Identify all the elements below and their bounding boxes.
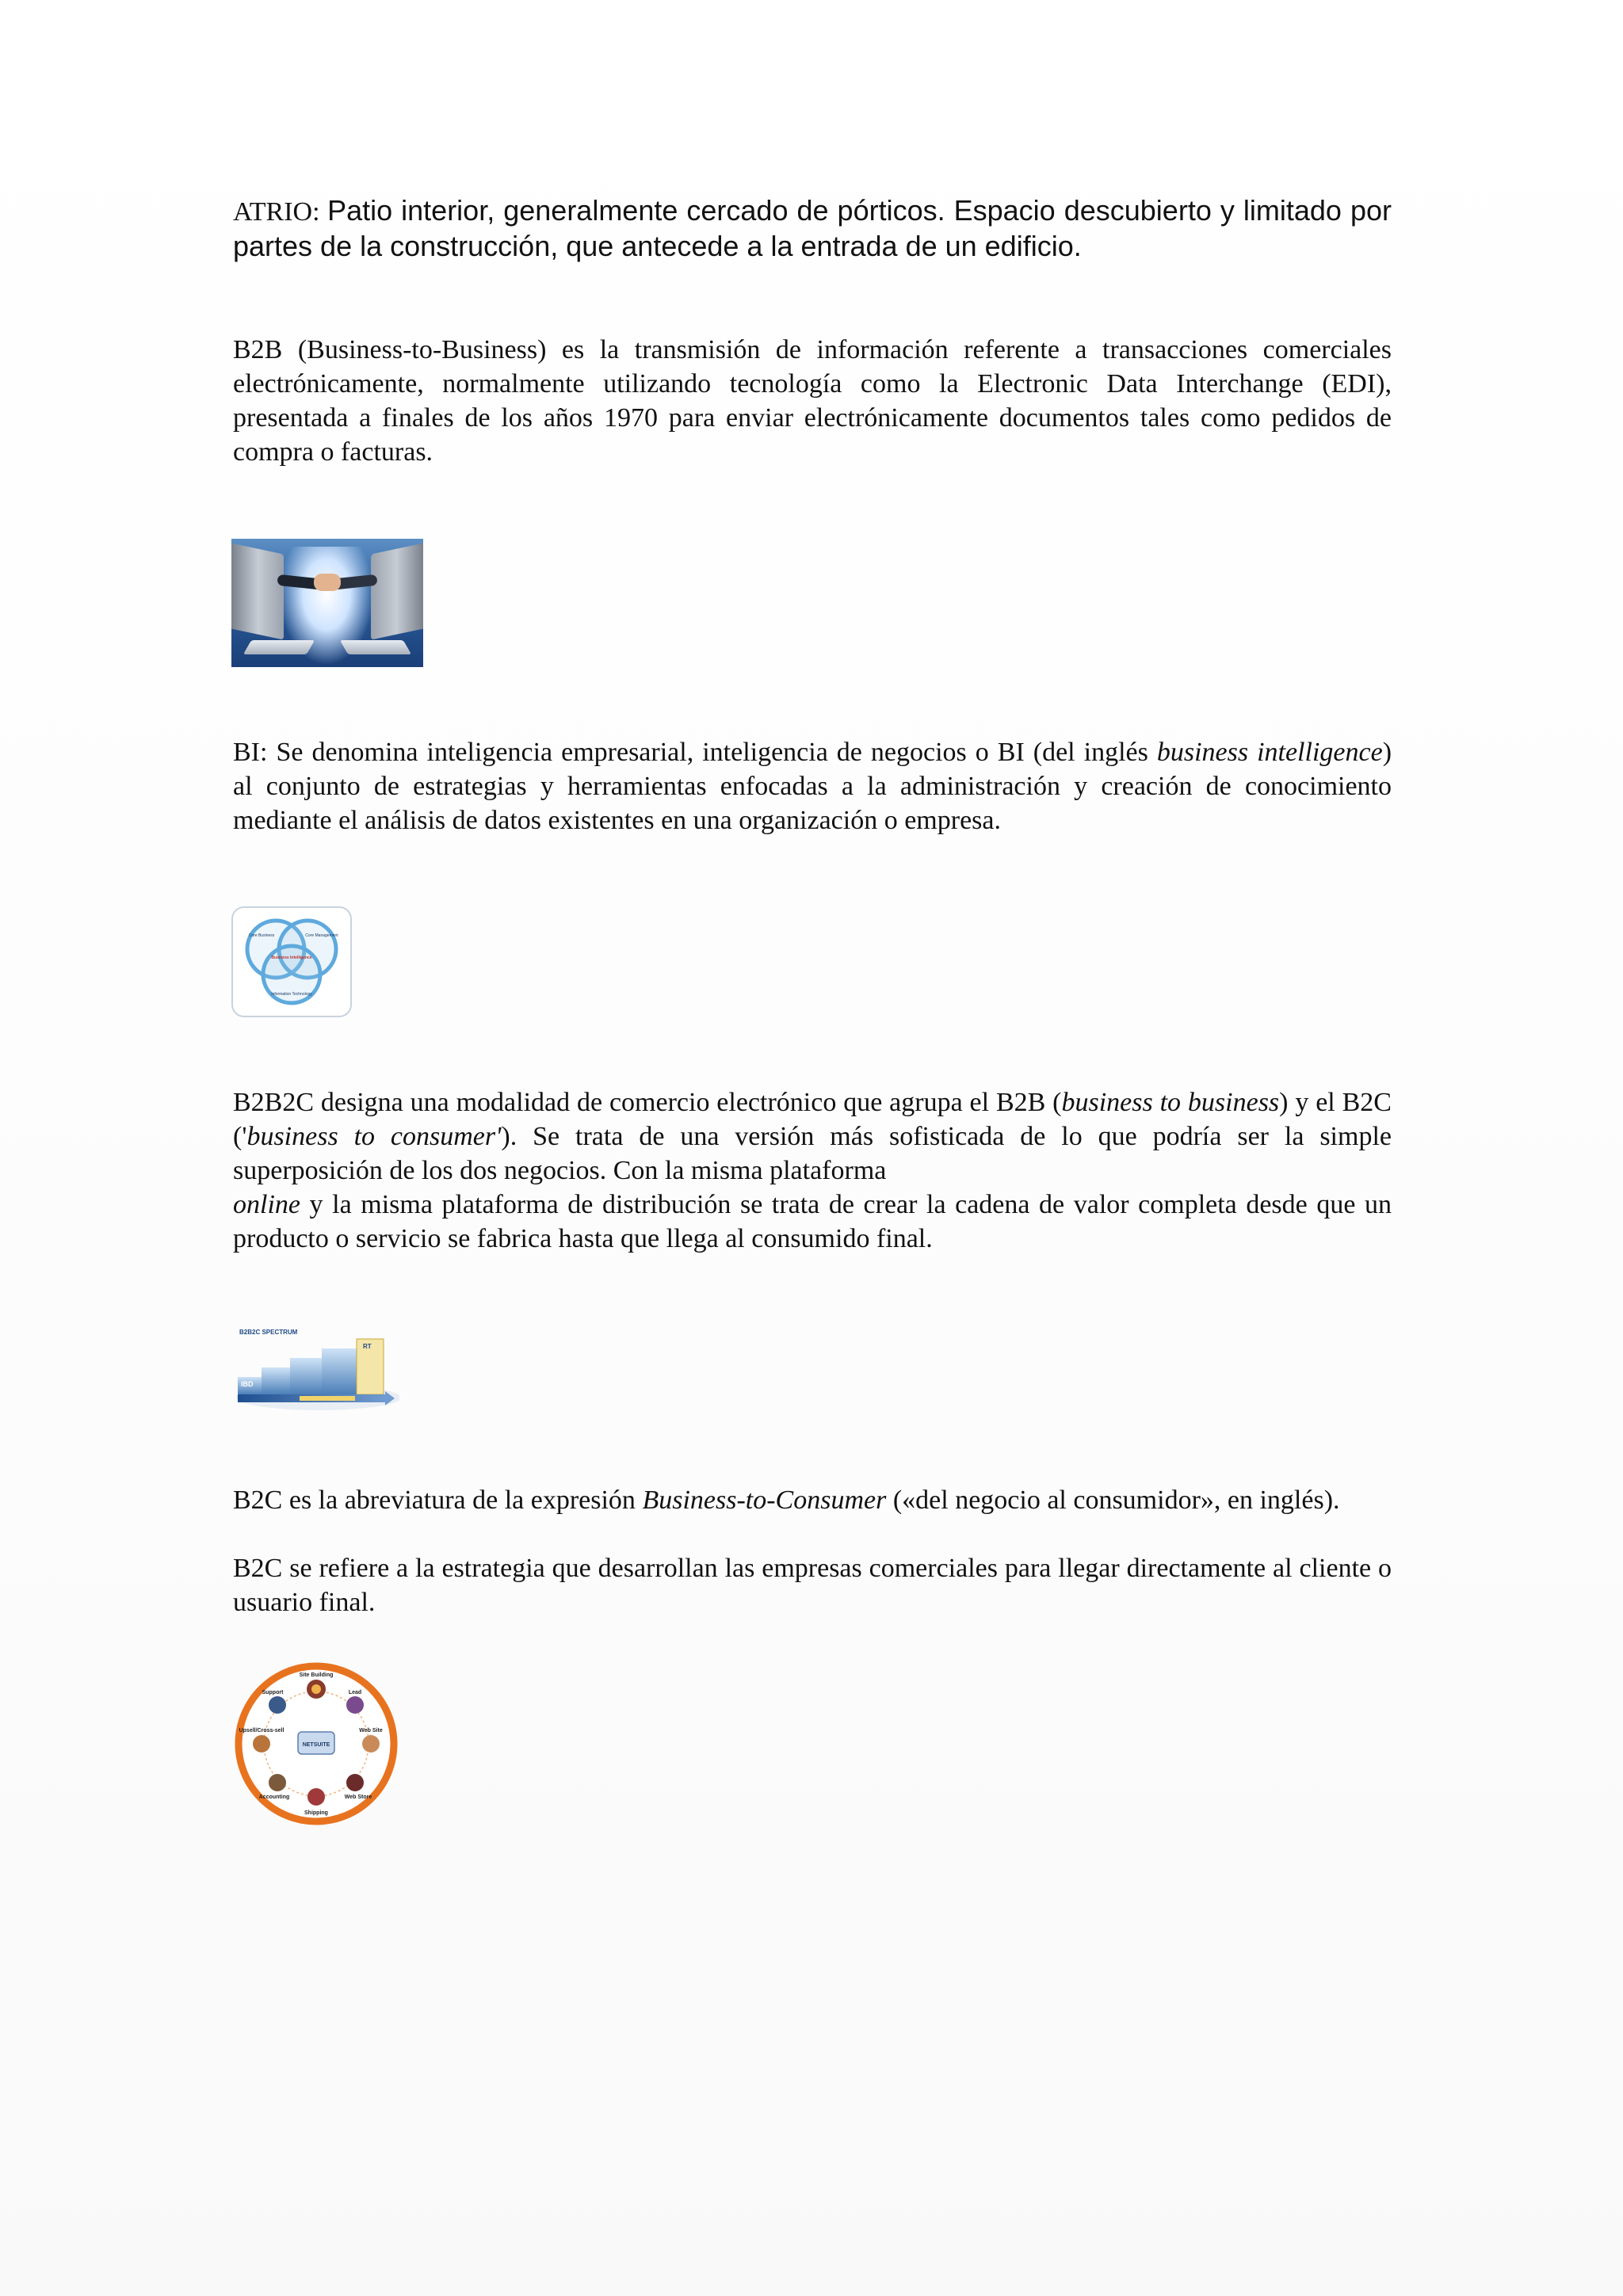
b2b2c-italic-2: business to consumer' bbox=[246, 1122, 502, 1151]
bi-text-tail: ) al conjunto de estrategias y herramientas enfocadas a la administración y creación de conocimiento mediante el análisis de datos existentes en una organización o empresa. bbox=[233, 738, 1392, 835]
node-label-web-store: Web Store bbox=[344, 1794, 372, 1800]
spectrum-step-2 bbox=[262, 1367, 290, 1394]
support-icon bbox=[269, 1696, 286, 1714]
b2b-text: B2B (Business-to-Business) es la transmisión de información referente a transacciones comerciales electrónicamente, normalmente utilizando tecnología como la Electronic Data Interchange (EDI), presentada a finales de los años 1970 para enviar electrónicamente documentos tales como pedidos de compra o facturas. bbox=[233, 335, 1392, 467]
b2c-text-lead: B2C es la abreviatura de la expresión bbox=[233, 1486, 643, 1515]
bi-text-lead: BI: Se denomina inteligencia empresarial, inteligencia de negocios o BI (del inglés bbox=[233, 738, 1157, 767]
b2c-definition-continued bbox=[233, 1551, 1392, 1619]
wheel-svg bbox=[231, 1659, 401, 1829]
lead-icon bbox=[346, 1696, 364, 1714]
b2c-definition bbox=[233, 1483, 1392, 1517]
venn-svg bbox=[233, 908, 350, 1016]
b2b2c-definition bbox=[233, 1085, 1392, 1188]
b2c-text-tail: («del negocio al consumidor», en inglés). bbox=[886, 1486, 1340, 1515]
right-keyboard bbox=[340, 640, 411, 654]
spectrum-step-4 bbox=[322, 1348, 357, 1394]
right-monitor bbox=[371, 542, 423, 639]
b2c-italic: Business-to-Consumer bbox=[642, 1486, 887, 1515]
bi-definition bbox=[233, 735, 1392, 837]
web-store-icon bbox=[346, 1774, 364, 1791]
venn-label-center: Business Intelligence bbox=[271, 955, 312, 960]
b2b2c-text-tail: ). Se trata de una versión más sofisticada de lo que podría ser la simple superposición de los dos negocios. Con la misma plataforma bbox=[233, 1122, 1392, 1185]
b2b2c-definition-continued bbox=[233, 1188, 1392, 1256]
atrio-definition bbox=[233, 193, 1392, 265]
venn-label-bottom: Information Technology bbox=[271, 992, 312, 997]
upsell-icon bbox=[253, 1735, 270, 1753]
b2b-handshake-image bbox=[231, 539, 423, 667]
b2b2c-italic-1: business to business bbox=[1061, 1088, 1280, 1117]
node-label-site-building: Site Building bbox=[299, 1672, 334, 1678]
shipping-icon bbox=[307, 1788, 325, 1806]
node-lead bbox=[346, 1690, 364, 1714]
b2b-definition bbox=[233, 333, 1392, 469]
b2b2c-text-continued: y la misma plataforma de distribución se trata de crear la cadena de valor completa desde que un producto o servicio se fabrica hasta que llega al consumido final. bbox=[233, 1190, 1392, 1253]
b2b2c-italic-online: online bbox=[233, 1190, 300, 1219]
left-monitor bbox=[231, 542, 284, 639]
atrio-term: ATRIO: bbox=[233, 197, 328, 227]
venn-label-top-left: Core Business bbox=[248, 933, 275, 938]
node-label-web-site: Web Site bbox=[359, 1728, 383, 1733]
venn-label-top-right: Core Management bbox=[305, 933, 338, 938]
spectrum-right-tag: RT bbox=[363, 1343, 372, 1350]
web-site-icon bbox=[362, 1735, 380, 1753]
netsuite-center-label: NETSUITE bbox=[302, 1742, 330, 1748]
at-sign-icon bbox=[311, 1684, 321, 1694]
node-label-shipping: Shipping bbox=[304, 1810, 328, 1816]
node-label-accounting: Accounting bbox=[258, 1794, 290, 1800]
spectrum-step-3 bbox=[290, 1358, 322, 1394]
node-label-upsell: Upsell/Cross-sell bbox=[239, 1728, 285, 1733]
b2b2c-spectrum-image bbox=[231, 1325, 399, 1413]
handshake-icon bbox=[314, 574, 341, 591]
node-label-lead: Lead bbox=[348, 1690, 362, 1695]
b2b2c-text-mid: ) y el B2C (' bbox=[233, 1088, 1392, 1151]
b2c-text-continued: B2C se refiere a la estrategia que desarrollan las empresas comerciales para llegar directamente al cliente o usuario final. bbox=[233, 1554, 1392, 1617]
node-label-support: Support bbox=[262, 1690, 284, 1695]
bi-text-italic: business intelligence bbox=[1156, 738, 1383, 767]
spectrum-left-tag: IBD bbox=[241, 1380, 254, 1388]
spectrum-title: B2B2C SPECTRUM bbox=[239, 1329, 298, 1336]
accounting-icon bbox=[269, 1774, 286, 1791]
spectrum-base-label bbox=[300, 1396, 355, 1401]
left-keyboard bbox=[243, 640, 315, 654]
b2c-netsuite-wheel-image bbox=[231, 1659, 401, 1829]
b2b2c-text-lead: B2B2C designa una modalidad de comercio electrónico que agrupa el B2B ( bbox=[233, 1088, 1062, 1117]
atrio-text: Patio interior, generalmente cercado de pórticos. Espacio descubierto y limitado por partes de la construcción, que antecede a la entrada de un edificio. bbox=[233, 194, 1392, 262]
spectrum-svg bbox=[231, 1325, 399, 1413]
bi-venn-diagram-image bbox=[231, 906, 352, 1017]
